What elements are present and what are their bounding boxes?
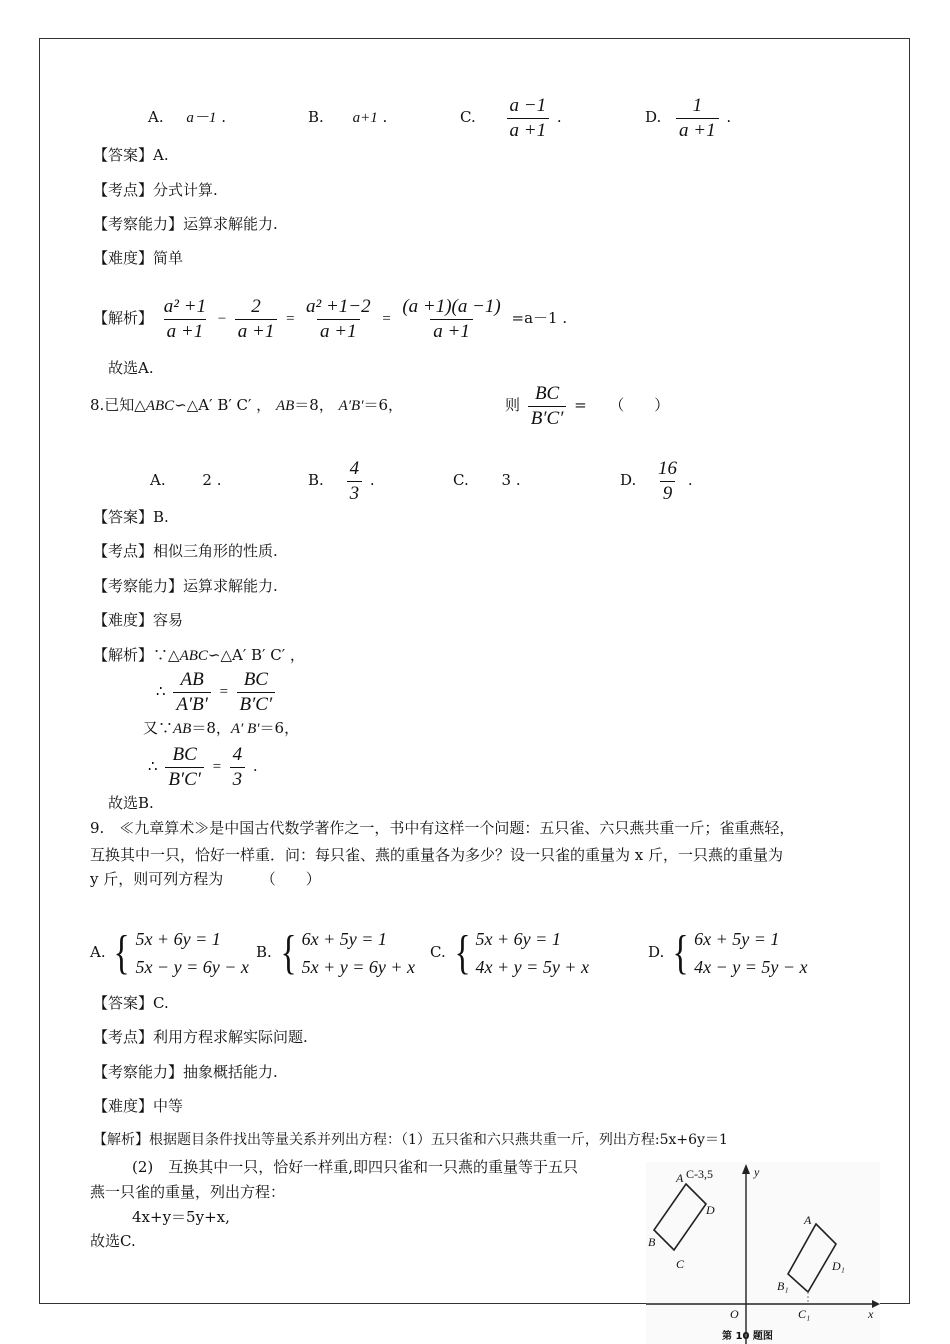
- figure-caption: 第 10 题图: [722, 1331, 773, 1342]
- q8-answer: 【答案】B.: [93, 508, 169, 526]
- label-a1: A: [804, 1213, 812, 1227]
- q9-option-c[interactable]: C. { 5x + 6y = 1 4x + y = 5y + x: [430, 926, 589, 979]
- q7-option-c-fraction: $\frac{a -1}{a +1}$: [507, 94, 550, 143]
- label-o: O: [730, 1307, 739, 1321]
- q7-analysis: 【解析】 $\frac{\text{a² +1}}{a +1}$ − $\frac{2}{a +1}$ = $\frac{\text{a² +1−2}}{a +1}$ = $\frac{(a +1)(a -1)}{a +1}$ =a－1 .: [93, 295, 568, 342]
- q8-option-c[interactable]: C. 3 .: [453, 471, 521, 489]
- label-d1: D₁: [832, 1259, 845, 1273]
- q8-stem: 8.已知△ABC∽△A′ B′ C′ ， AB＝8， A′B′＝6，: [90, 396, 404, 414]
- label-coord: C-3,5: [686, 1167, 713, 1181]
- label-b1: B₁: [777, 1279, 789, 1293]
- label-c1: C₁: [798, 1307, 811, 1321]
- q7-option-d-fraction: $\frac{1}{a +1}$: [676, 94, 719, 143]
- q9-ability: 【考察能力】抽象概括能力.: [93, 1063, 278, 1081]
- q9-option-a[interactable]: A. { 5x + 6y = 1 5x − y = 6y − x: [90, 926, 249, 979]
- q8-option-b[interactable]: B. $\frac{4}{3}$ .: [308, 457, 375, 504]
- q9-analysis-line3: 燕一只雀的重量，列出方程：: [90, 1183, 286, 1201]
- q7-conclusion: 故选A.: [108, 359, 154, 377]
- q10-figure: [646, 1162, 880, 1344]
- label-d: D: [706, 1203, 715, 1217]
- q8-analysis-line2: ∴ $\frac{AB}{A'B'}$ = $\frac{BC}{B'C'}$: [156, 665, 278, 718]
- q8-ability: 【考察能力】运算求解能力.: [93, 577, 278, 595]
- q8-option-a[interactable]: A. 2 .: [150, 471, 222, 489]
- q9-analysis-line2: (2) 互换其中一只，恰好一样重,即四只雀和一只燕的重量等于五只: [132, 1158, 579, 1176]
- q9-analysis-line1: 【解析】根据题目条件找出等量关系并列出方程：（1）五只雀和六只燕共重一斤，列出方程:5x+6y＝1: [93, 1132, 728, 1148]
- label-x: x: [868, 1307, 874, 1321]
- q9-stem-line2: 互换其中一只，恰好一样重．问：每只雀、燕的重量各为多少？设一只雀的重量为 x 斤，一只燕的重量为: [90, 846, 784, 864]
- q9-stem-line1: 9. ≪九章算术≫是中国古代数学著作之一，书中有这样一个问题：五只雀、六只燕共重一斤；雀重燕轻，: [90, 819, 795, 837]
- q9-stem-line3: y 斤，则可列方程为 （ ）: [90, 870, 321, 888]
- q8-option-d[interactable]: D. $\frac{16}{9}$ .: [620, 457, 693, 504]
- figure-background: [646, 1162, 880, 1344]
- label-y: y: [754, 1165, 760, 1179]
- q9-point: 【考点】利用方程求解实际问题.: [93, 1028, 308, 1046]
- q8-difficulty: 【难度】容易: [93, 611, 184, 629]
- label-c: C: [676, 1257, 685, 1271]
- q7-answer: 【答案】A.: [93, 146, 169, 164]
- q8-stem-ratio: 则 $\frac{BC}{B'C'}$ = （ ）: [505, 382, 670, 429]
- q9-analysis-line4: 4x+y＝5y+x,: [132, 1208, 230, 1226]
- q7-option-b[interactable]: B. a+1 .: [308, 108, 388, 126]
- q8-point: 【考点】相似三角形的性质.: [93, 542, 278, 560]
- q7-difficulty: 【难度】简单: [93, 249, 184, 267]
- q7-point: 【考点】分式计算.: [93, 181, 218, 199]
- q7-option-c[interactable]: C. $\frac{a -1}{a +1}$ .: [460, 94, 562, 141]
- q8-analysis-line4: ∴ $\frac{BC}{B'C'}$ = $\frac{4}{3}$ .: [148, 743, 258, 790]
- q9-conclusion: 故选C.: [90, 1232, 136, 1250]
- q9-option-d[interactable]: D. { 6x + 5y = 1 4x − y = 5y − x: [648, 926, 808, 979]
- q9-difficulty: 【难度】中等: [93, 1097, 184, 1115]
- label-b: B: [648, 1235, 656, 1249]
- q8-analysis-line1: 【解析】∵△ABC∽△A′ B′ C′ ，: [93, 646, 305, 664]
- q9-answer: 【答案】C.: [93, 994, 169, 1012]
- q7-option-d[interactable]: D. $\frac{1}{a +1}$ .: [645, 94, 732, 141]
- q7-ability: 【考察能力】运算求解能力.: [93, 215, 278, 233]
- label-a: A: [676, 1171, 684, 1185]
- q7-option-a[interactable]: A. a－1 .: [148, 108, 226, 126]
- q8-analysis-line3: 又∵AB＝8，A′ B′＝6，: [143, 719, 300, 737]
- q9-option-b[interactable]: B. { 6x + 5y = 1 5x + y = 6y + x: [256, 926, 416, 979]
- q8-conclusion: 故选B.: [108, 794, 154, 812]
